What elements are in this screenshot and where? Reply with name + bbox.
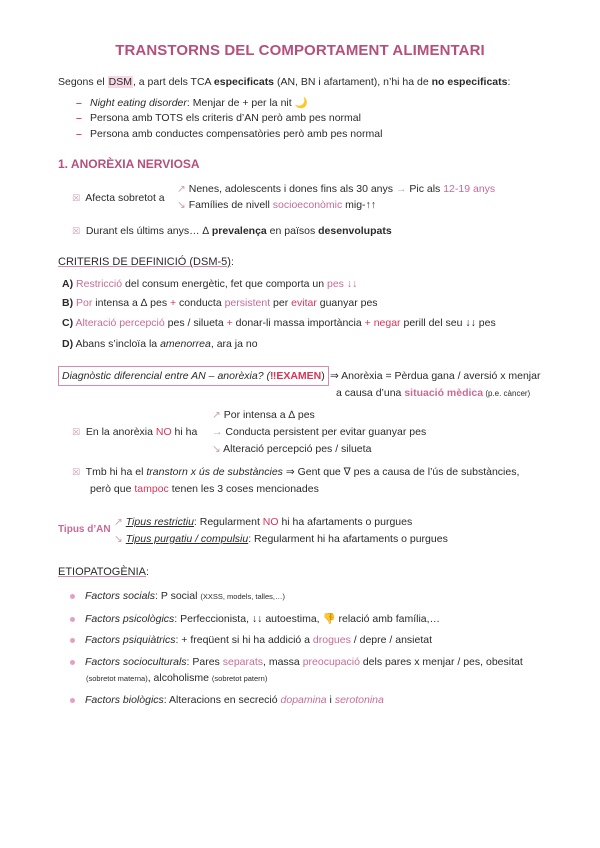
criterion-text: del consum energètic, fet que comporta un xyxy=(122,278,327,290)
affects-top-text: Nenes, adolescents i dones fins als 30 anys xyxy=(188,183,394,195)
section-heading: 1. ANORÈXIA NERVIOSA xyxy=(58,157,200,171)
diag-box-text: Diagnòstic diferencial entre AN – anorèxia? ( xyxy=(62,370,270,382)
an-top-text: Por intensa a ∆ pes xyxy=(223,409,315,421)
criterion-label: A) xyxy=(62,278,74,290)
factor-text: i xyxy=(326,694,335,706)
recent-bold: desenvolupats xyxy=(318,225,392,237)
box-bullet-icon: ☒ xyxy=(72,193,81,203)
factor-text: : + freqüent si hi ha addició a xyxy=(175,634,313,646)
criterion-hl: evitar xyxy=(291,297,317,309)
factor-text: , massa xyxy=(263,656,303,668)
criterion-label: C) xyxy=(62,317,74,329)
dot-bullet-icon xyxy=(70,617,75,622)
box-bullet-icon: ☒ xyxy=(72,467,81,477)
diag-line2 xyxy=(336,387,530,399)
type-text: : Regularment xyxy=(193,516,263,528)
exam-tag: ‼EXAMEN xyxy=(269,370,322,382)
subs-line2 xyxy=(90,483,319,495)
criterion-b xyxy=(62,297,378,309)
intro-text: (AN, BN i afartament), n’hi ha de xyxy=(274,76,432,88)
dsm-highlight: DSM xyxy=(108,76,132,88)
criterion-text: pes / silueta xyxy=(164,317,227,329)
subs-text: tenen les 3 coses mencionades xyxy=(168,483,319,495)
criterion-label: B) xyxy=(62,297,74,309)
affects-bottom-hl: socioeconòmic xyxy=(272,199,343,211)
criterion-text: donar-li massa importància xyxy=(232,317,365,329)
subs-text: Tmb hi ha el xyxy=(85,466,147,478)
factor-hl: drogues xyxy=(312,634,351,646)
plus-sign: + xyxy=(170,297,177,309)
subs-text: ⇒ Gent que ∇ pes a causa de l’ús de substàncies, xyxy=(282,466,520,478)
factor-psychiatric xyxy=(70,634,432,646)
item-text: Persona amb conductes compensatòries però amb pes normal xyxy=(90,128,383,140)
affects-peak-pre: Pic als xyxy=(409,183,444,195)
an-bot xyxy=(212,443,371,455)
criterion-text: per xyxy=(270,297,292,309)
colon: : xyxy=(230,256,234,268)
item-text: Persona amb TOTS els criteris d’AN però amb pes normal xyxy=(90,112,361,124)
factor-biological xyxy=(70,694,384,706)
affects-peak: 12-19 anys xyxy=(443,183,496,195)
factor-text: , alcoholisme xyxy=(147,672,212,684)
affects-bottom-post: mig-↑↑ xyxy=(342,199,377,211)
factor-hl: serotonina xyxy=(334,694,384,706)
arrow-down-right-icon: ↘ xyxy=(212,443,221,455)
factor-sociocultural-line2 xyxy=(86,672,267,684)
type-text: : Regularment hi ha afartaments o purgues xyxy=(248,533,448,545)
box-bullet-icon: ☒ xyxy=(72,226,81,236)
diag-box-end: ) xyxy=(321,370,325,382)
box-bullet-icon: ☒ xyxy=(72,427,81,437)
dot-bullet-icon xyxy=(70,594,75,599)
colon: : xyxy=(146,566,149,578)
criterion-text: perill del seu ↓↓ pes xyxy=(400,317,496,329)
arrow-up-right-icon: ↗ xyxy=(212,409,221,421)
types-label: Tipus d’AN xyxy=(58,524,111,535)
diag-line2-text: a causa d’una xyxy=(336,387,405,399)
subs-hl: tampoc xyxy=(134,483,169,495)
diag-line2-hl: situació mèdica xyxy=(404,387,484,399)
factor-small: (XXSS, models, talles,…) xyxy=(200,592,285,601)
an-top xyxy=(212,409,315,421)
factor-hl: dopamina xyxy=(280,694,327,706)
factor-text: : Pares xyxy=(186,656,223,668)
factor-name: Factors biològics xyxy=(85,694,164,706)
affects-top xyxy=(177,183,495,195)
arrow-right-icon: → xyxy=(395,183,407,195)
dash-bullet: – xyxy=(76,128,82,140)
no-word: NO xyxy=(155,426,172,438)
criterion-hl: pes ↓↓ xyxy=(326,278,358,290)
diag-line2-small: (p.e. càncer) xyxy=(483,389,531,398)
diag-box xyxy=(58,366,329,386)
etio-heading-text: ETIOPATOGÈNIA xyxy=(58,566,147,578)
criterion-text: Abans s’incloïa la xyxy=(75,338,161,350)
criterion-label: D) xyxy=(62,338,74,350)
intro-item-1 xyxy=(76,96,308,109)
type-restrictive xyxy=(114,516,412,528)
item-text: : Menjar de + per la nit 🌙 xyxy=(186,97,308,109)
intro-bold: especificats xyxy=(213,76,275,88)
criteria-heading xyxy=(58,256,234,268)
factor-small: (sobretot materna) xyxy=(86,674,148,683)
criterion-hl: Alteració percepció xyxy=(75,317,165,329)
affects-bottom-text: Famílies de nivell xyxy=(188,199,273,211)
no-word: NO xyxy=(262,516,279,528)
arrow-down-right-icon: ↘ xyxy=(114,533,123,545)
criterion-a xyxy=(62,278,357,290)
dot-bullet-icon xyxy=(70,660,75,665)
criterion-text: intensa a ∆ pes xyxy=(92,297,170,309)
affects-label: Afecta sobretot a xyxy=(85,192,165,204)
factor-psychological xyxy=(70,612,440,625)
plus-sign: + xyxy=(226,317,233,329)
factor-social xyxy=(70,590,285,602)
factor-text: : Alteracions en secreció xyxy=(163,694,281,706)
factor-name: Factors socioculturals xyxy=(85,656,187,668)
criterion-d xyxy=(62,338,258,350)
arrow-right-icon: → xyxy=(212,426,223,438)
criterion-hl: Por xyxy=(76,297,93,309)
recent-bold: prevalença xyxy=(211,225,267,237)
criterion-text: conducta xyxy=(176,297,225,309)
type-purgative xyxy=(114,533,448,545)
factor-text: dels pares x menjar / pes, obesitat xyxy=(359,656,523,668)
factor-sociocultural xyxy=(70,656,523,668)
type-name: Tipus purgatiu / compulsiu xyxy=(125,533,249,545)
intro-bold: no especificats xyxy=(431,76,508,88)
type-name: Tipus restrictiu xyxy=(125,516,194,528)
factor-text: : P social xyxy=(155,590,201,602)
subs-italic: transtorn x ús de substàncies xyxy=(146,466,283,478)
an-label: En la anorèxia xyxy=(85,426,156,438)
factor-text: : Perfeccionista, ↓↓ autoestima, 👎 relació amb família,… xyxy=(174,613,441,625)
factor-name: Factors psicològics xyxy=(85,613,175,625)
type-text: hi ha afartaments o purgues xyxy=(278,516,413,528)
intro-text: Segons el xyxy=(58,76,108,88)
subs-row xyxy=(72,466,519,478)
criterion-c xyxy=(62,317,496,329)
dash-bullet: – xyxy=(76,112,82,124)
dot-bullet-icon xyxy=(70,638,75,643)
criterion-text: guanyar pes xyxy=(316,297,378,309)
intro-line xyxy=(58,76,510,88)
factor-hl: preocupació xyxy=(302,656,360,668)
affects-bottom xyxy=(177,199,376,211)
plus-sign: + xyxy=(364,317,371,329)
criterion-hl: negar xyxy=(373,317,401,329)
recent-text: en països xyxy=(266,225,319,237)
page-title: TRANSTORNS DEL COMPORTAMENT ALIMENTARI xyxy=(115,42,485,59)
criteria-heading-text: CRITERIS DE DEFINICIÓ (DSM-5) xyxy=(58,256,231,268)
dash-bullet: – xyxy=(76,97,82,109)
recent-row xyxy=(72,225,392,237)
subs-text: però que xyxy=(90,483,135,495)
arrow-down-right-icon: ↘ xyxy=(177,199,186,211)
intro-text: : xyxy=(507,76,511,88)
an-bot-text: Alteració percepció pes / silueta xyxy=(223,443,372,455)
recent-text: Durant els últims anys… ∆ xyxy=(85,225,212,237)
criterion-italic: amenorrea xyxy=(160,338,211,350)
intro-item-2 xyxy=(76,112,361,124)
factor-small: (sobretot patern) xyxy=(211,674,268,683)
an-mid-text: Conducta persistent per evitar guanyar pes xyxy=(225,426,427,438)
item-italic: Night eating disorder xyxy=(90,97,187,109)
etio-heading xyxy=(58,566,149,578)
intro-item-3 xyxy=(76,128,382,140)
factor-hl: separats xyxy=(222,656,264,668)
criterion-hl: Restricció xyxy=(76,278,123,290)
criterion-text: , ara ja no xyxy=(210,338,258,350)
diag-arrow-text: ⇒ Anorèxia = Pèrdua gana / aversió x menjar xyxy=(330,370,541,382)
arrow-up-right-icon: ↗ xyxy=(114,516,123,528)
criterion-hl: persistent xyxy=(224,297,271,309)
intro-text: , a part dels TCA xyxy=(132,76,214,88)
arrow-up-right-icon: ↗ xyxy=(177,183,186,195)
an-row xyxy=(72,426,197,438)
factor-text: / depre / ansietat xyxy=(350,634,433,646)
an-mid xyxy=(212,426,426,438)
factor-name: Factors psiquiàtrics xyxy=(85,634,176,646)
factor-name: Factors socials xyxy=(85,590,156,602)
dot-bullet-icon xyxy=(70,698,75,703)
an-label: hi ha xyxy=(171,426,198,438)
affects-row xyxy=(72,192,165,204)
